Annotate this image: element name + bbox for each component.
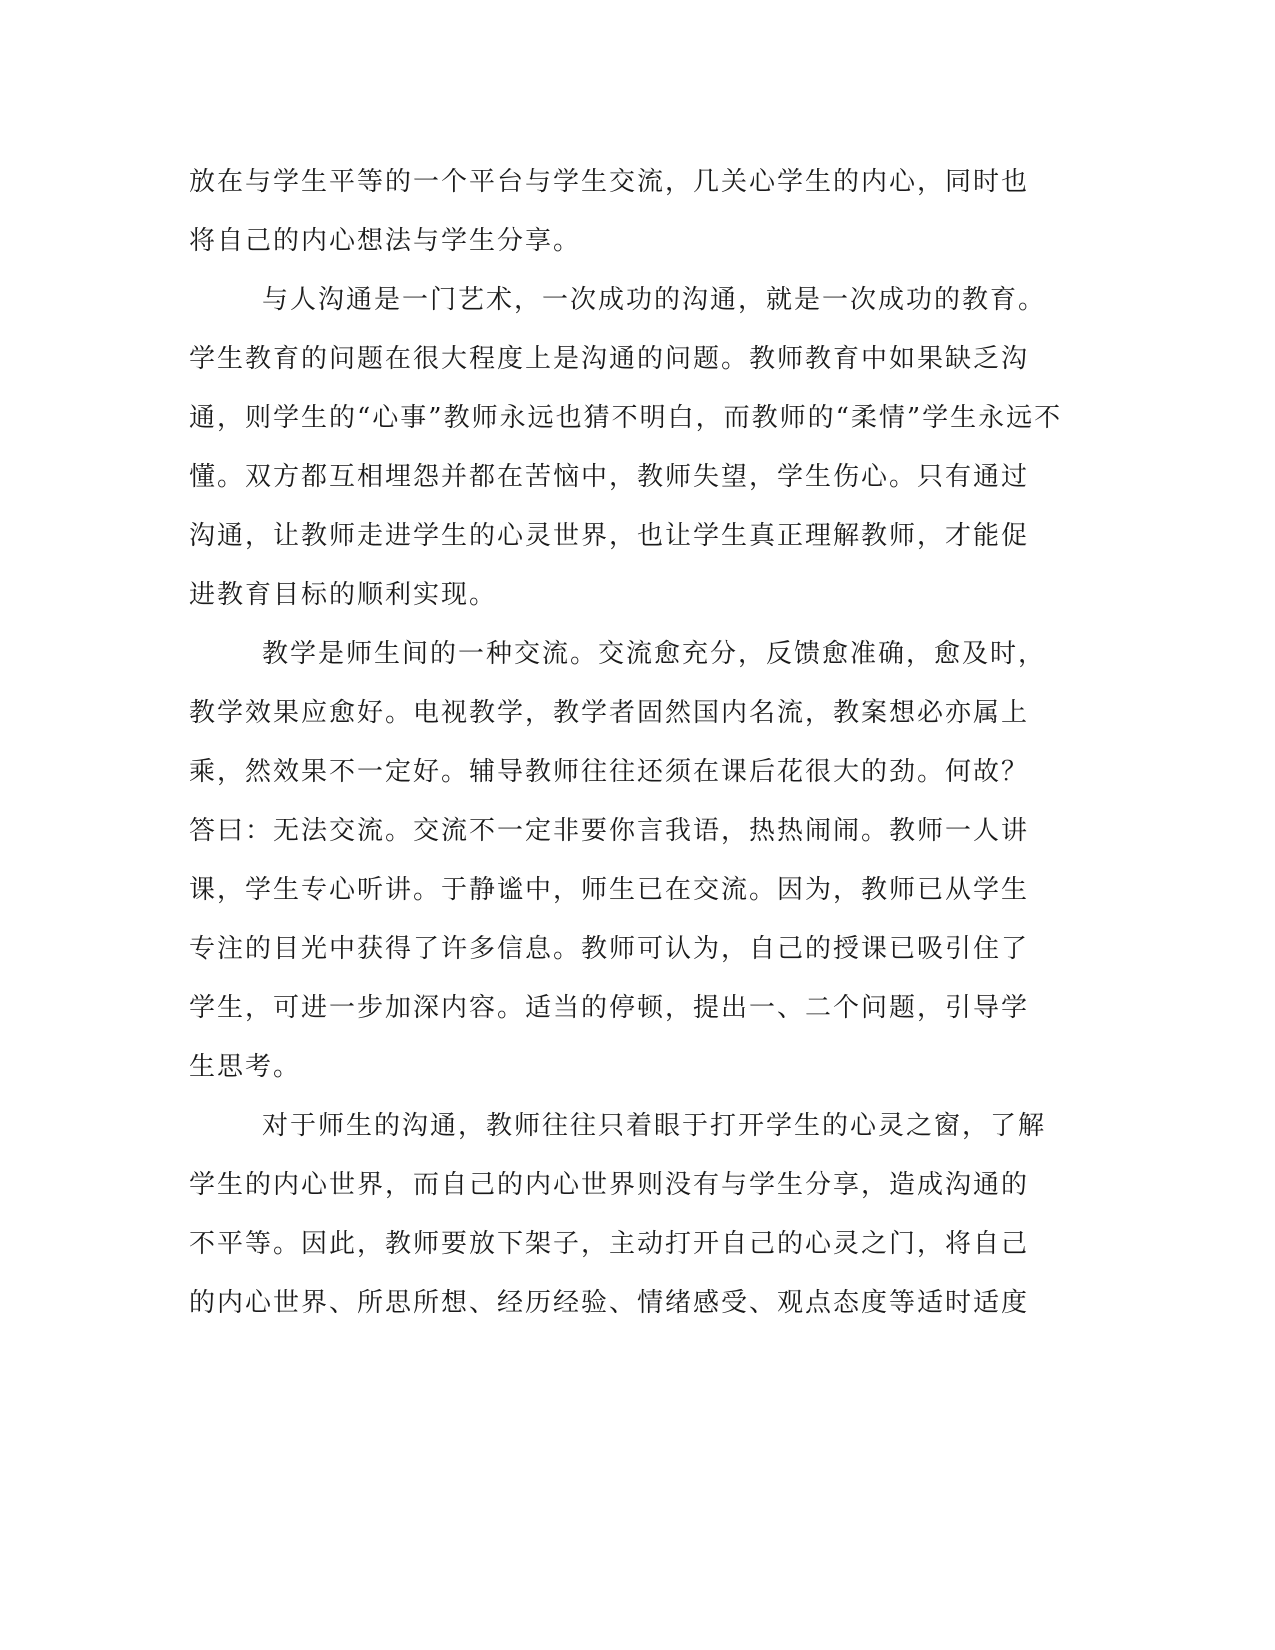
- text-line: 课，学生专心听讲。于静谧中，师生已在交流。因为，教师已从学生: [189, 875, 1030, 905]
- text-line: 放在与学生平等的一个平台与学生交流，几关心学生的内心，同时也: [189, 167, 1030, 197]
- paragraph-first-line: 与人沟通是一门艺术，一次成功的沟通，就是一次成功的教育。: [262, 285, 1047, 315]
- text-line: 将自己的内心想法与学生分享。: [189, 226, 582, 256]
- text-line: 学生教育的问题在很大程度上是沟通的问题。教师教育中如果缺乏沟: [189, 344, 1030, 374]
- text-line: 教学效果应愈好。电视教学，教学者固然国内名流，教案想必亦属上: [189, 698, 1030, 728]
- text-line: 学生的内心世界，而自己的内心世界则没有与学生分享，造成沟通的: [189, 1170, 1030, 1200]
- text-line: 答曰：无法交流。交流不一定非要你言我语，热热闹闹。教师一人讲: [189, 816, 1030, 846]
- text-line: 沟通，让教师走进学生的心灵世界，也让学生真正理解教师，才能促: [189, 521, 1030, 551]
- text-line: 专注的目光中获得了许多信息。教师可认为，自己的授课已吸引住了: [189, 934, 1030, 964]
- text-line: 进教育目标的顺利实现。: [189, 580, 498, 610]
- text-line: 生思考。: [189, 1052, 302, 1082]
- text-line: 乘，然效果不一定好。辅导教师往往还须在课后花很大的劲。何故？: [189, 757, 1030, 787]
- text-line: 通，则学生的“心事”教师永远也猜不明白，而教师的“柔情”学生永远不: [189, 403, 1063, 433]
- text-line: 不平等。因此，教师要放下架子，主动打开自己的心灵之门，将自己: [189, 1229, 1030, 1259]
- text-line: 的内心世界、所思所想、经历经验、情绪感受、观点态度等适时适度: [189, 1288, 1030, 1318]
- paragraph-first-line: 对于师生的沟通，教师往往只着眼于打开学生的心灵之窗，了解: [262, 1111, 1047, 1141]
- text-line: 懂。双方都互相埋怨并都在苦恼中，教师失望，学生伤心。只有通过: [189, 462, 1030, 492]
- text-line: 学生，可进一步加深内容。适当的停顿，提出一、二个问题，引导学: [189, 993, 1030, 1023]
- paragraph-first-line: 教学是师生间的一种交流。交流愈充分，反馈愈准确，愈及时，: [262, 639, 1047, 669]
